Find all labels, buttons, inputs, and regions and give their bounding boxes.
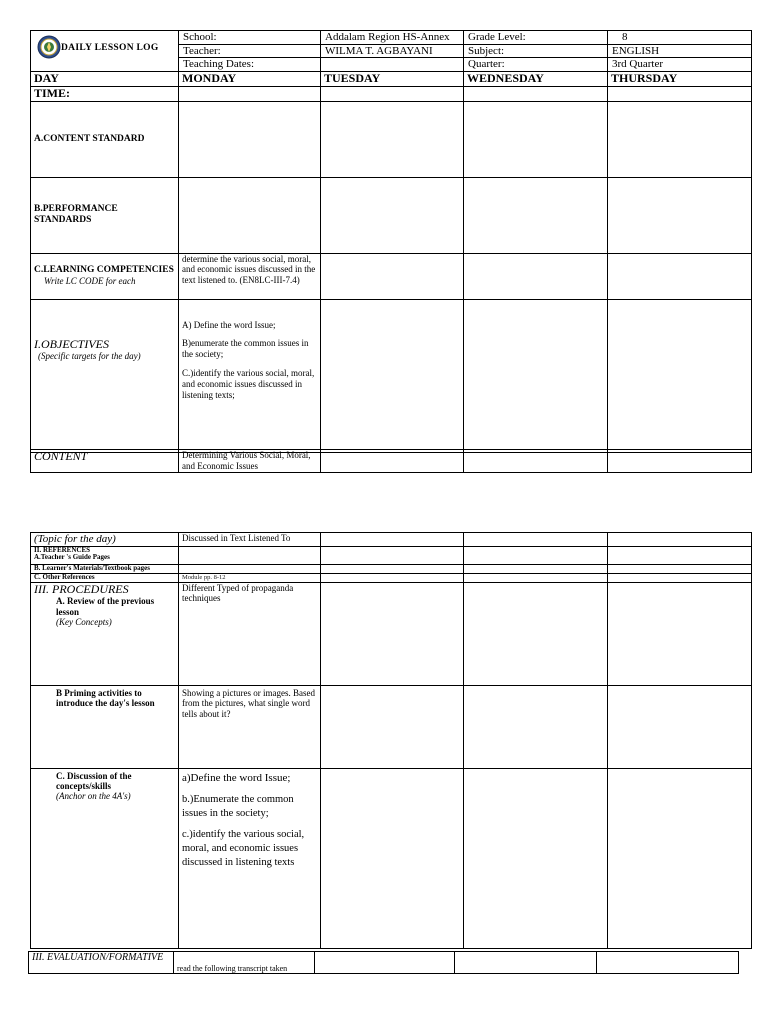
wednesday-header: WEDNESDAY (464, 71, 608, 86)
monday-header: MONDAY (179, 71, 321, 86)
content-label: CONTENT (31, 450, 179, 473)
teacher-value: WILMA T. AGBAYANI (321, 44, 464, 58)
competencies-cell (31, 253, 179, 299)
objectives-text (179, 299, 321, 452)
competencies-text: determine the various social, moral, and economic issues discussed in the text listened to. (EN8LC-III-7.4) (179, 253, 321, 299)
subject-value: ENGLISH (608, 44, 752, 58)
procedures-table (30, 532, 752, 949)
priming-text: Showing a pictures or images. Based from the pictures, what single word tells about it? (179, 685, 321, 768)
dates-label: Teaching Dates: (179, 58, 321, 72)
teacher-label: Teacher: (179, 44, 321, 58)
objective-a: A) Define the word Issue; (182, 319, 276, 330)
other-references-text: Module pp. 8-12 (179, 573, 321, 582)
grade-label: Grade Level: (464, 31, 608, 45)
quarter-value: 3rd Quarter (608, 58, 752, 72)
review-cell (31, 582, 179, 685)
content-table (30, 449, 752, 473)
objectives-label: I.OBJECTIVES (34, 336, 109, 351)
evaluation-text: read the following transcript taken (174, 952, 315, 974)
school-value: Addalam Region HS-Annex (321, 31, 464, 45)
topic-text: Discussed in Text Listened To (179, 533, 321, 547)
objective-c: C.)identify the various social, moral, and economic issues discussed in listening texts; (182, 367, 315, 400)
other-references-label: C. Other References (31, 573, 179, 582)
school-seal-icon (37, 35, 61, 59)
review-sub: (Key Concepts) (56, 617, 112, 628)
competencies-label: C.LEARNING COMPETENCIES (34, 265, 174, 276)
discussion-c: c.)identify the various social, moral, and economic issues discussed in listening texts (182, 829, 305, 868)
content-text: Determining Various Social, Moral, and Economic Issues (179, 450, 321, 473)
discussion-sub: (Anchor on the 4A's) (56, 791, 131, 802)
references-cell (31, 546, 179, 564)
performance-standards-label: B.PERFORMANCE STANDARDS (31, 177, 179, 253)
quarter-label: Quarter: (464, 58, 608, 72)
topic-label: (Topic for the day) (31, 533, 179, 547)
procedures-label: III. PROCEDURES (34, 582, 129, 596)
review-label: A. Review of the previous lesson (56, 596, 155, 617)
references-label: II. REFERENCES (34, 546, 91, 554)
discussion-a: a)Define the word Issue; (182, 771, 291, 784)
evaluation-label: III. EVALUATION/FORMATIVE (29, 952, 174, 974)
discussion-text (179, 768, 321, 948)
priming-label: B Priming activities to introduce the day's lesson (56, 687, 155, 708)
dates-value (321, 58, 464, 72)
objectives-sub: (Specific targets for the day) (38, 351, 141, 362)
subject-label: Subject: (464, 44, 608, 58)
evaluation-table (28, 951, 739, 974)
discussion-b: b.)Enumerate the common issues in the society; (182, 793, 294, 819)
time-label: TIME: (31, 86, 179, 101)
tuesday-header: TUESDAY (321, 71, 464, 86)
thursday-header: THURSDAY (608, 71, 752, 86)
teacher-guide-label: A.Teacher 's Guide Pages (34, 553, 110, 562)
content-standard-label: A.CONTENT STANDARD (31, 101, 179, 177)
logo-cell (31, 31, 179, 72)
competencies-sub: Write LC CODE for each (44, 276, 136, 287)
review-text: Different Typed of propaganda techniques (179, 582, 321, 685)
learner-materials-label: B. Learner's Materials/Textbook pages (31, 564, 179, 573)
priming-cell (31, 685, 179, 768)
objectives-cell (31, 299, 179, 452)
objective-b: B)enumerate the common issues in the society; (182, 338, 309, 360)
school-label: School: (179, 31, 321, 45)
discussion-cell (31, 768, 179, 948)
discussion-label: C. Discussion of the concepts/skills (56, 770, 132, 791)
day-label: DAY (31, 71, 179, 86)
logo-title: DAILY LESSON LOG (61, 43, 159, 53)
lesson-log-table (30, 30, 752, 453)
grade-value: 8 (608, 31, 752, 45)
